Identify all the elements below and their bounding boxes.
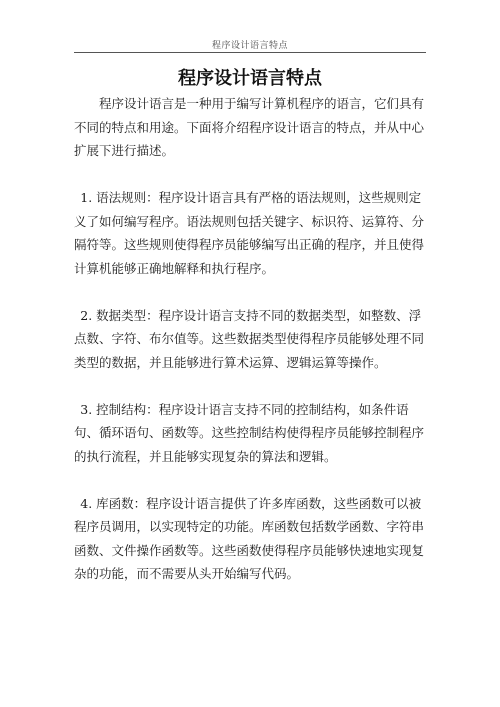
- intro-paragraph: 程序设计语言是一种用于编写计算机程序的语言，它们具有不同的特点和用途。下面将介绍程序设计语言的特点，并从中心扩展下进行描述。: [74, 96, 425, 158]
- document-body: [74, 92, 432, 609]
- running-header: 程序设计语言特点: [211, 41, 288, 51]
- section-paragraph-library-functions: 4. 库函数：程序设计语言提供了许多库函数，这些函数可以被程序员调用，以实现特定的功能。库函数包括数学函数、字符串函数、文件操作函数等。这些函数使得程序员能够快速地实现复杂的功能，而不需要从头开始编写代码。: [74, 495, 425, 581]
- section-paragraph-data-types: 2. 数据类型：程序设计语言支持不同的数据类型，如整数、浮点数、字符、布尔值等。这些数据类型使得程序员能够处理不同类型的数据，并且能够进行算术运算、逻辑运算等操作。: [74, 307, 425, 370]
- section-paragraph-syntax: 1. 语法规则：程序设计语言具有严格的语法规则，这些规则定义了如何编写程序。语法规则包括关键字、标识符、运算符、分隔符等。这些规则使得程序员能够编写出正确的程序，并且使得计算机能够正确地解释和执行程序。: [74, 190, 425, 276]
- page-title: 程序设计语言特点: [178, 68, 322, 89]
- header-divider: [74, 52, 426, 53]
- section-paragraph-control-structures: 3. 控制结构：程序设计语言支持不同的控制结构，如条件语句、循环语句、函数等。这些控制结构使得程序员能够控制程序的执行流程，并且能够实现复杂的算法和逻辑。: [74, 401, 425, 464]
